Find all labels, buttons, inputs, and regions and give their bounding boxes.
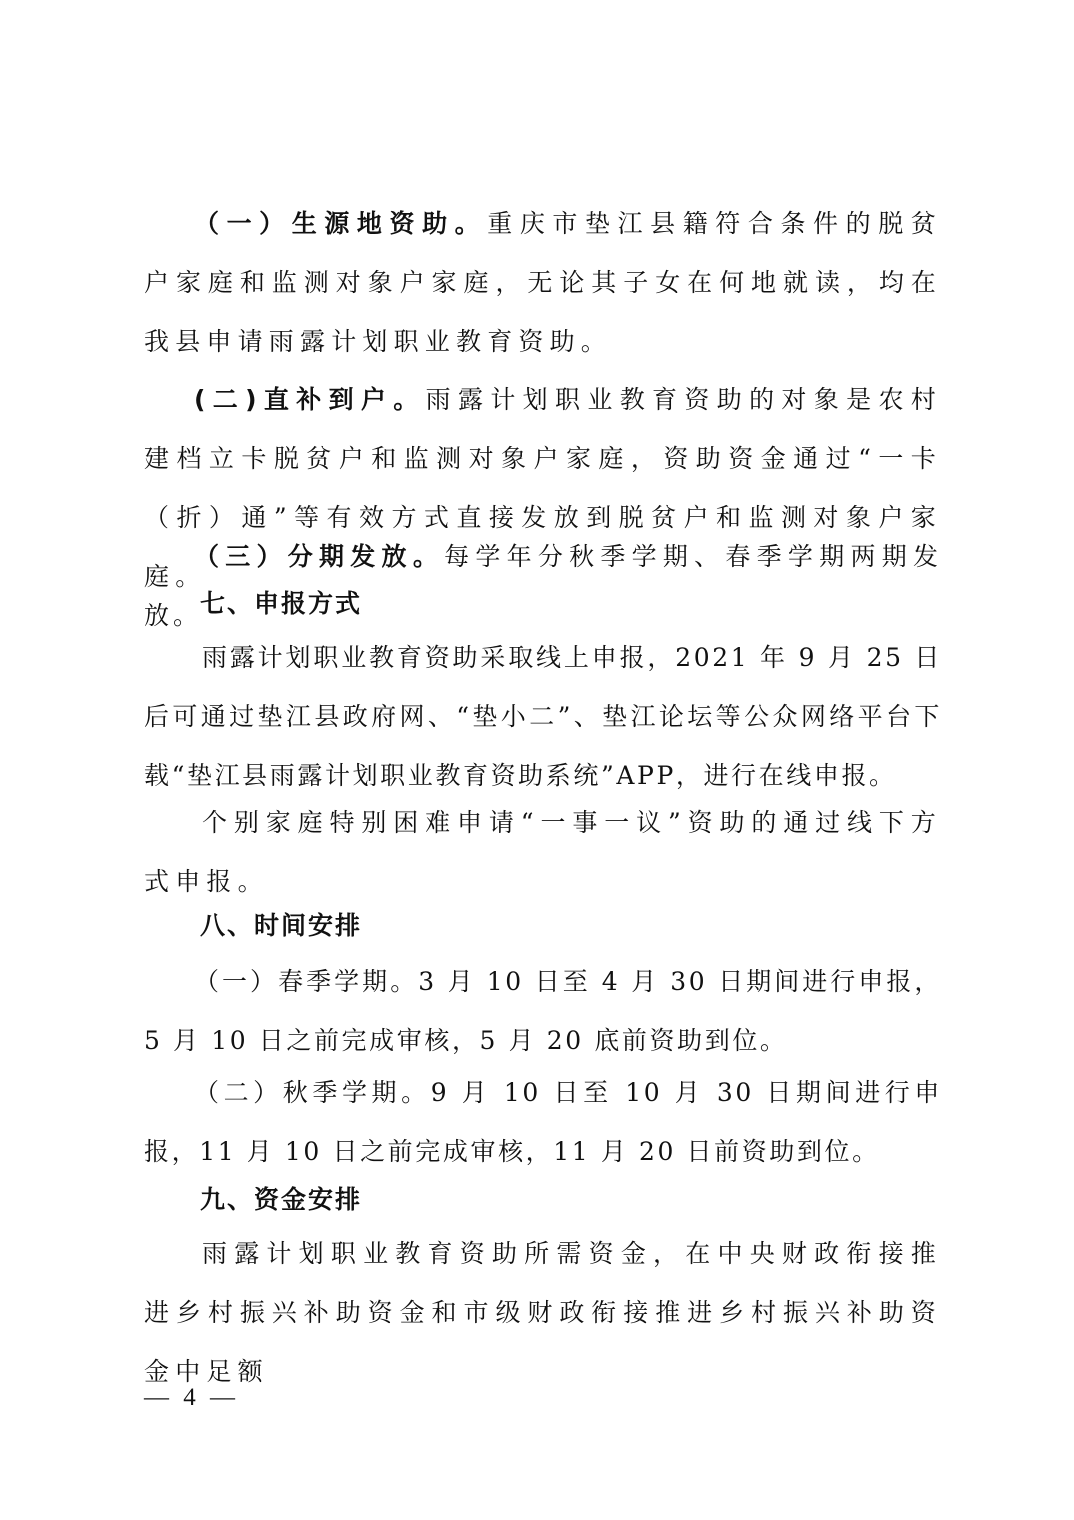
section-heading-schedule: 八、时间安排 [200,911,363,940]
paragraph-text: 每学年分秋季学期、春季学期两期发放。 [144,542,942,630]
paragraph-autumn-term [144,1063,942,1181]
paragraph-spring-term [144,952,942,1070]
paragraph-text: 3 月 10 日至 4 月 30 日期间进行申报，5 月 10 日之前完成审核，5 月 20 底前资助到位。 [144,967,942,1055]
paragraph-label: （三）分期发放。 [194,542,445,571]
paragraph-label: (二)直补到户。 [194,385,426,414]
page-number: — 4 — [144,1384,239,1411]
paragraph-source-funding [144,194,942,371]
paragraph-label: （一）生源地资助。 [194,209,488,238]
paragraph-text: 重庆市垫江县籍符合条件的脱贫户家庭和监测对象户家庭，无论其子女在何地就读，均在我县申请雨露计划职业教育资助。 [144,209,942,356]
paragraph-label: （二）秋季学期。 [194,1078,431,1107]
paragraph-funding-source: 雨露计划职业教育资助所需资金，在中央财政衔接推进乡村振兴补助资金和市级财政衔接推进乡村振兴补助资金中足额 [144,1239,942,1386]
paragraph-online-application: 雨露计划职业教育资助采取线上申报，2021 年 9 月 25 日后可通过垫江县政府网、“垫小二”、垫江论坛等公众网络平台下载“垫江县雨露计划职业教育资助系统”APP，进行在线申报。 [144,643,942,790]
paragraph-offline-application: 个别家庭特别困难申请“一事一议”资助的通过线下方式申报。 [144,808,942,896]
paragraph-text: 雨露计划职业教育资助的对象是农村建档立卡脱贫户和监测对象户家庭，资助资金通过“一卡（折）通”等有效方式直接发放到脱贫户和监测对象户家庭。 [144,385,943,591]
section-heading-funding: 九、资金安排 [200,1185,363,1214]
paragraph-label: （一）春季学期。 [194,967,419,996]
section-heading-application-method: 七、申报方式 [200,589,363,618]
paragraph-text: 9 月 10 日至 10 月 30 日期间进行申报，11 月 10 日之前完成审核，11 月 20 日前资助到位。 [144,1078,942,1166]
